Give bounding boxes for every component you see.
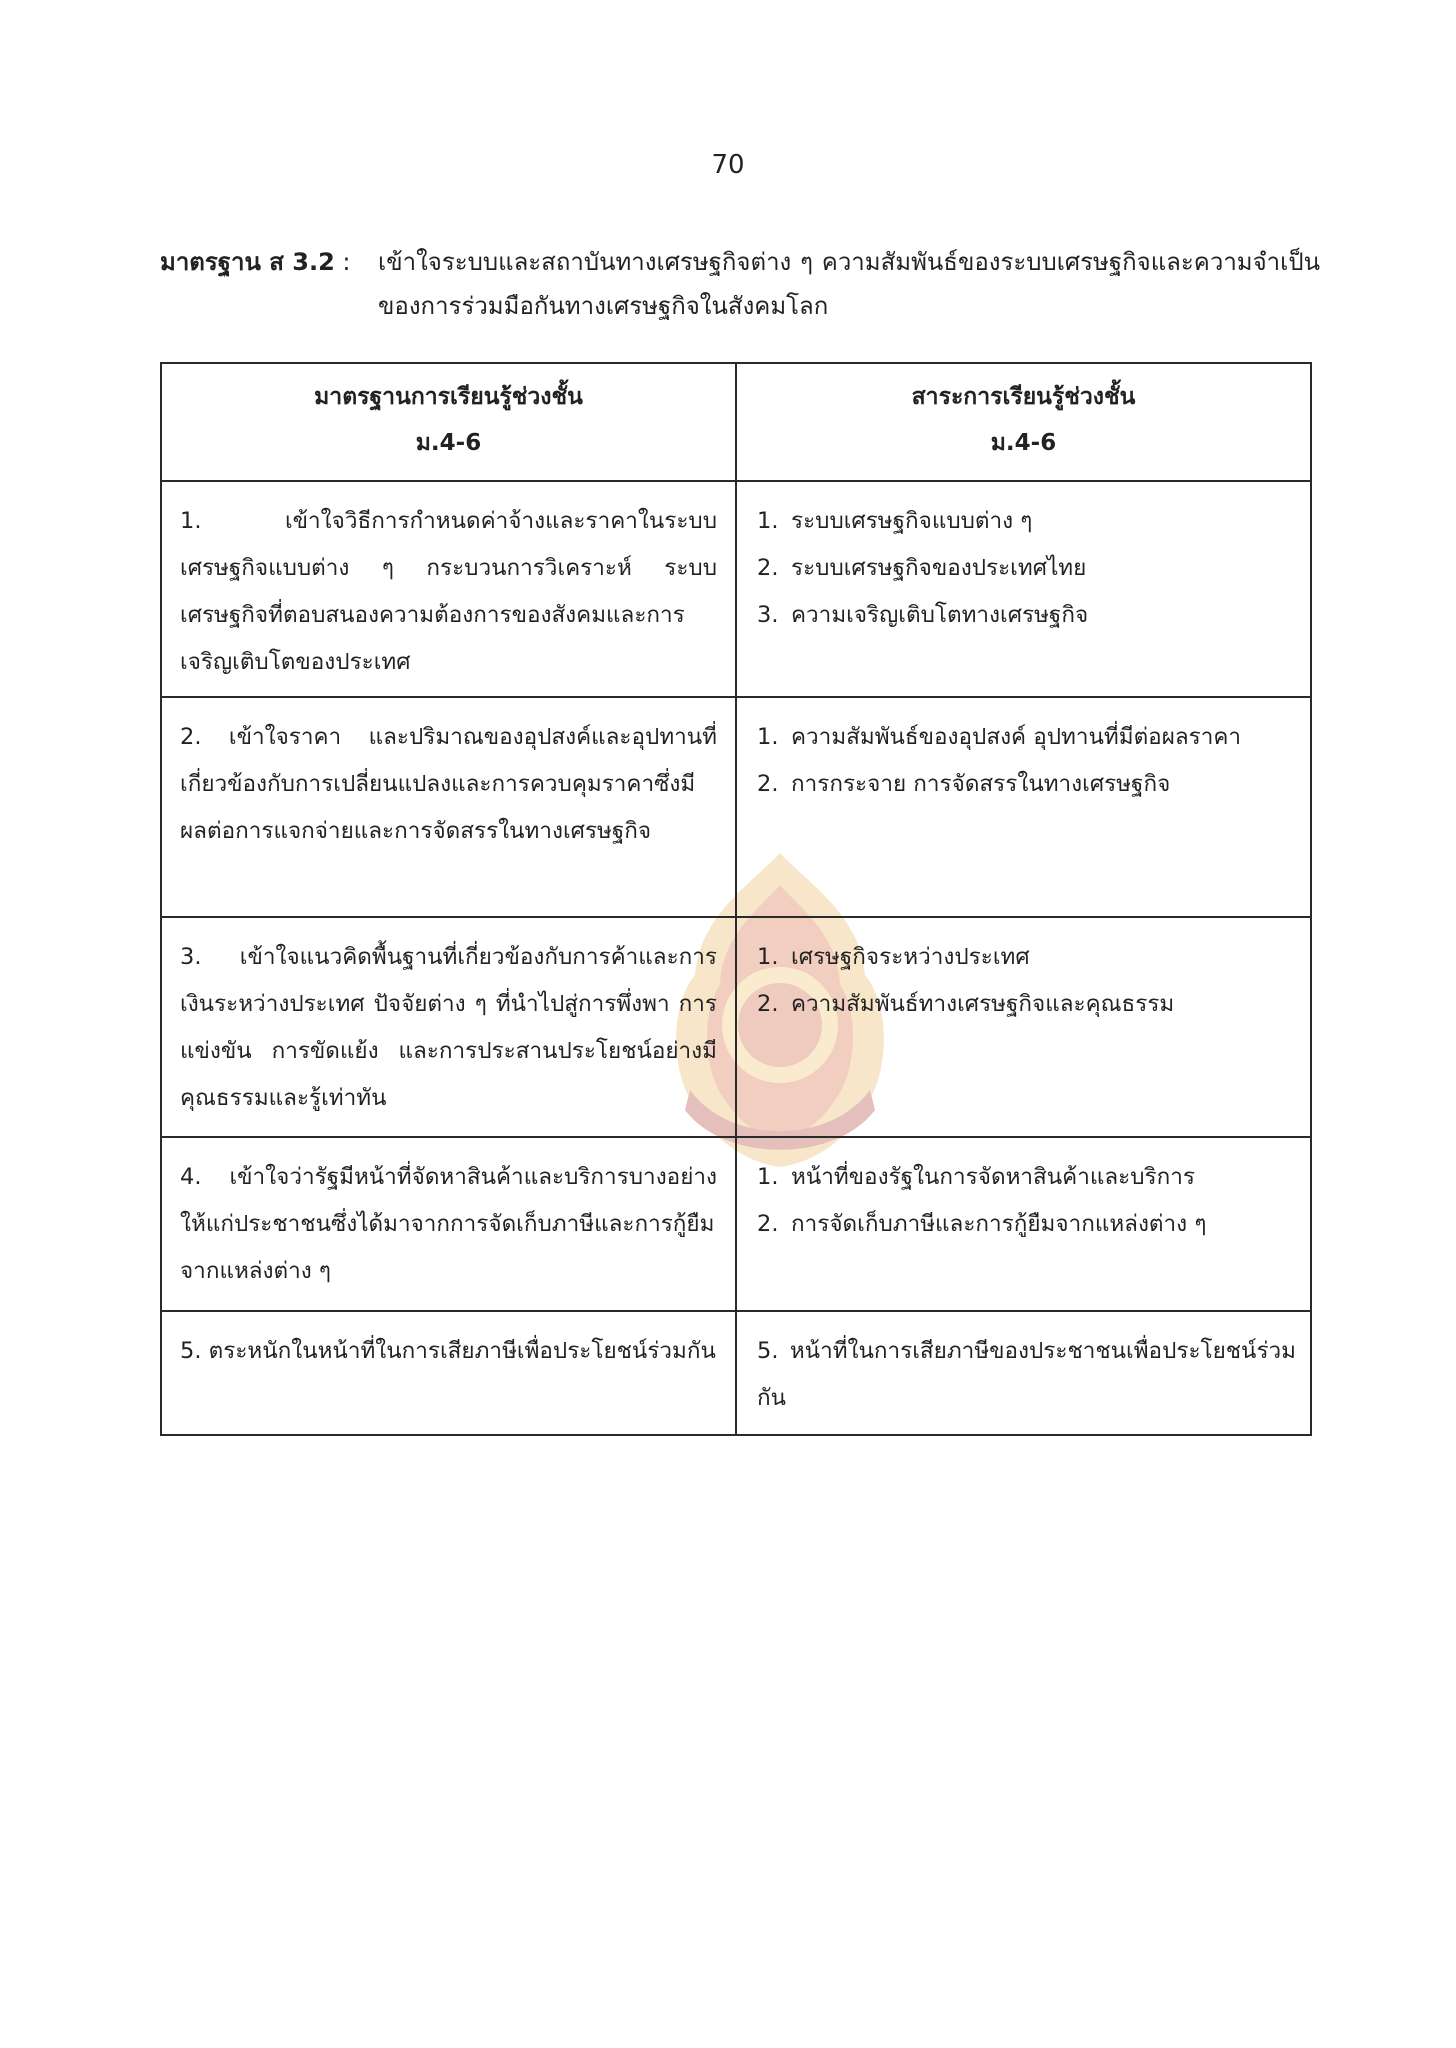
- item-text: ระบบเศรษฐกิจของประเทศไทย: [791, 555, 1087, 581]
- standard-cell: 3. เข้าใจแนวคิดพื้นฐานที่เกี่ยวข้องกับการค้าและการเงินระหว่างประเทศ ปัจจัยต่าง ๆ ที่นำไปสู่การพึ่งพา การแข่งขัน การขัดแย้ง และการประสานประโยชน์อย่างมีคุณธรรมและรู้เท่าทัน: [161, 917, 736, 1137]
- content-cell: [736, 481, 1311, 697]
- header-line: ม.4-6: [415, 430, 482, 456]
- list-item: [757, 761, 1296, 808]
- item-text: ความสัมพันธ์ของอุปสงค์ อุปทานที่มีต่อผลราคา: [791, 724, 1242, 750]
- list-item: [757, 1201, 1296, 1248]
- item-number: 1.: [757, 508, 779, 534]
- item-number: 1.: [757, 1164, 779, 1190]
- list-item: [757, 592, 1296, 639]
- standard-heading: [160, 240, 1320, 328]
- header-line: สาระการเรียนรู้ช่วงชั้น: [911, 384, 1136, 410]
- content-cell: [736, 697, 1311, 917]
- item-number: 2.: [757, 555, 779, 581]
- table-row: [161, 917, 1311, 1137]
- item-number: 2.: [757, 991, 779, 1017]
- header-line: ม.4-6: [990, 430, 1057, 456]
- item-text: การจัดเก็บภาษีและการกู้ยืมจากแหล่งต่าง ๆ: [791, 1211, 1207, 1237]
- table-row: [161, 1137, 1311, 1311]
- table-row: [161, 481, 1311, 697]
- item-number: 2.: [757, 771, 779, 797]
- item-number: 2.: [757, 1211, 779, 1237]
- item-text: ระบบเศรษฐกิจแบบต่าง ๆ: [791, 508, 1033, 534]
- list-item: 5. หน้าที่ในการเสียภาษีของประชาชนเพื่อประโยชน์ร่วมกัน: [757, 1338, 1296, 1411]
- list-item: [757, 498, 1296, 545]
- list-item: [757, 714, 1296, 761]
- content-cell: [736, 1311, 1311, 1435]
- item-text: การกระจาย การจัดสรรในทางเศรษฐกิจ: [791, 771, 1171, 797]
- standard-cell: 1. เข้าใจวิธีการกำหนดค่าจ้างและราคาในระบบเศรษฐกิจแบบต่าง ๆ กระบวนการวิเคราะห์ ระบบเศรษฐกิจที่ตอบสนองความต้องการของสังคมและการเจริญเติบโตของประเทศ: [161, 481, 736, 697]
- standard-cell: 5. ตระหนักในหน้าที่ในการเสียภาษีเพื่อประโยชน์ร่วมกัน: [161, 1311, 736, 1435]
- table-row: [161, 697, 1311, 917]
- header-learning-standard: [161, 363, 736, 481]
- standard-description: เข้าใจระบบและสถาบันทางเศรษฐกิจต่าง ๆ ความสัมพันธ์ของระบบเศรษฐกิจและความจำเป็นของการร่วมมือกันทางเศรษฐกิจในสังคมโลก: [378, 248, 1320, 320]
- list-item: [757, 981, 1296, 1028]
- item-text: ความสัมพันธ์ทางเศรษฐกิจและคุณธรรม: [791, 991, 1175, 1017]
- standards-table: [160, 362, 1312, 1436]
- item-number: 1.: [757, 944, 779, 970]
- list-item: [757, 545, 1296, 592]
- table-header-row: [161, 363, 1311, 481]
- item-text: ความเจริญเติบโตทางเศรษฐกิจ: [791, 602, 1089, 628]
- header-learning-content: [736, 363, 1311, 481]
- standard-cell: 2. เข้าใจราคา และปริมาณของอุปสงค์และอุปทานที่เกี่ยวข้องกับการเปลี่ยนแปลงและการควบคุมราคาซึ่งมีผลต่อการแจกจ่ายและการจัดสรรในทางเศรษฐกิจ: [161, 697, 736, 917]
- item-number: 1.: [757, 724, 779, 750]
- item-number: 3.: [757, 602, 779, 628]
- standard-cell: 4. เข้าใจว่ารัฐมีหน้าที่จัดหาสินค้าและบริการบางอย่างให้แก่ประชาชนซึ่งได้มาจากการจัดเก็บภาษีและการกู้ยืมจากแหล่งต่าง ๆ: [161, 1137, 736, 1311]
- content-cell: [736, 917, 1311, 1137]
- page-number: 70: [711, 150, 745, 180]
- content-cell: [736, 1137, 1311, 1311]
- standard-label: [160, 240, 380, 284]
- standard-separator: :: [334, 248, 351, 276]
- list-item: [757, 1154, 1296, 1201]
- list-item: [757, 934, 1296, 981]
- table-row: [161, 1311, 1311, 1435]
- standard-code: มาตรฐาน ส 3.2: [160, 248, 335, 276]
- header-line: มาตรฐานการเรียนรู้ช่วงชั้น: [314, 384, 583, 410]
- item-text: เศรษฐกิจระหว่างประเทศ: [791, 944, 1030, 970]
- item-text: หน้าที่ของรัฐในการจัดหาสินค้าและบริการ: [791, 1164, 1195, 1190]
